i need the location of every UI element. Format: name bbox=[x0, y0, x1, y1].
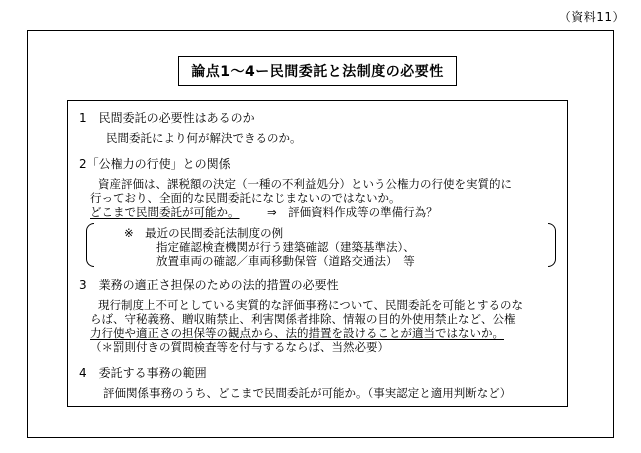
section-1-line-1: 民間委託により何が解決できるのか。 bbox=[106, 131, 302, 145]
section-3-line-1: 現行制度上不可としている実質的な評価事務について、民間委託を可能とするのな bbox=[98, 298, 524, 312]
right-bracket bbox=[548, 223, 556, 267]
section-2-line-4: ⇒ 評価資料作成等の準備行為？ bbox=[267, 205, 438, 219]
note-line-3: 放置車両の確認／車両移動保管（道路交通法） 等 bbox=[156, 254, 415, 268]
left-bracket bbox=[86, 223, 94, 267]
section-2-line-1: 資産評価は、課税額の決定（一種の不利益処分）という公権力の行使を実質的に bbox=[98, 177, 512, 191]
section-3-line-3: 力行使や適正さの担保等の観点から、法的措置を設けることが適当ではないか。 bbox=[90, 326, 504, 340]
section-3-line-2: らば、守秘義務、贈収賄禁止、利害関係者排除、情報の目的外使用禁止など、公権 bbox=[90, 312, 516, 326]
section-4-heading: 4 委託する事務の範囲 bbox=[79, 366, 207, 380]
section-1-heading: 1 民間委託の必要性はあるのか bbox=[79, 111, 255, 125]
note-line-2: 指定確認検査機関が行う建築確認（建築基準法）、 bbox=[156, 240, 415, 254]
section-3-heading: 3 業務の適正さ担保のための法的措置の必要性 bbox=[79, 278, 339, 292]
section-2-line-3: どこまで民間委託が可能か。 bbox=[90, 205, 240, 219]
section-4-line-1: 評価関係事務のうち、どこまで民間委託が可能か。（事実認定と適用判断など） bbox=[103, 386, 512, 400]
section-2-line-2: 行っており、全面的な民間委託になじまないのではないか。 bbox=[90, 191, 401, 205]
note-line-1: ※ 最近の民間委託法制度の例 bbox=[124, 226, 284, 240]
section-3-line-4: （＊罰則付きの質問検査等を付与するならば、当然必要） bbox=[90, 340, 389, 354]
section-2-heading: 2「公権力の行使」との関係 bbox=[79, 157, 231, 171]
slide-title: 論点1～4ー民間委託と法制度の必要性 bbox=[178, 56, 457, 86]
document-reference-label: （資料11） bbox=[558, 10, 625, 24]
